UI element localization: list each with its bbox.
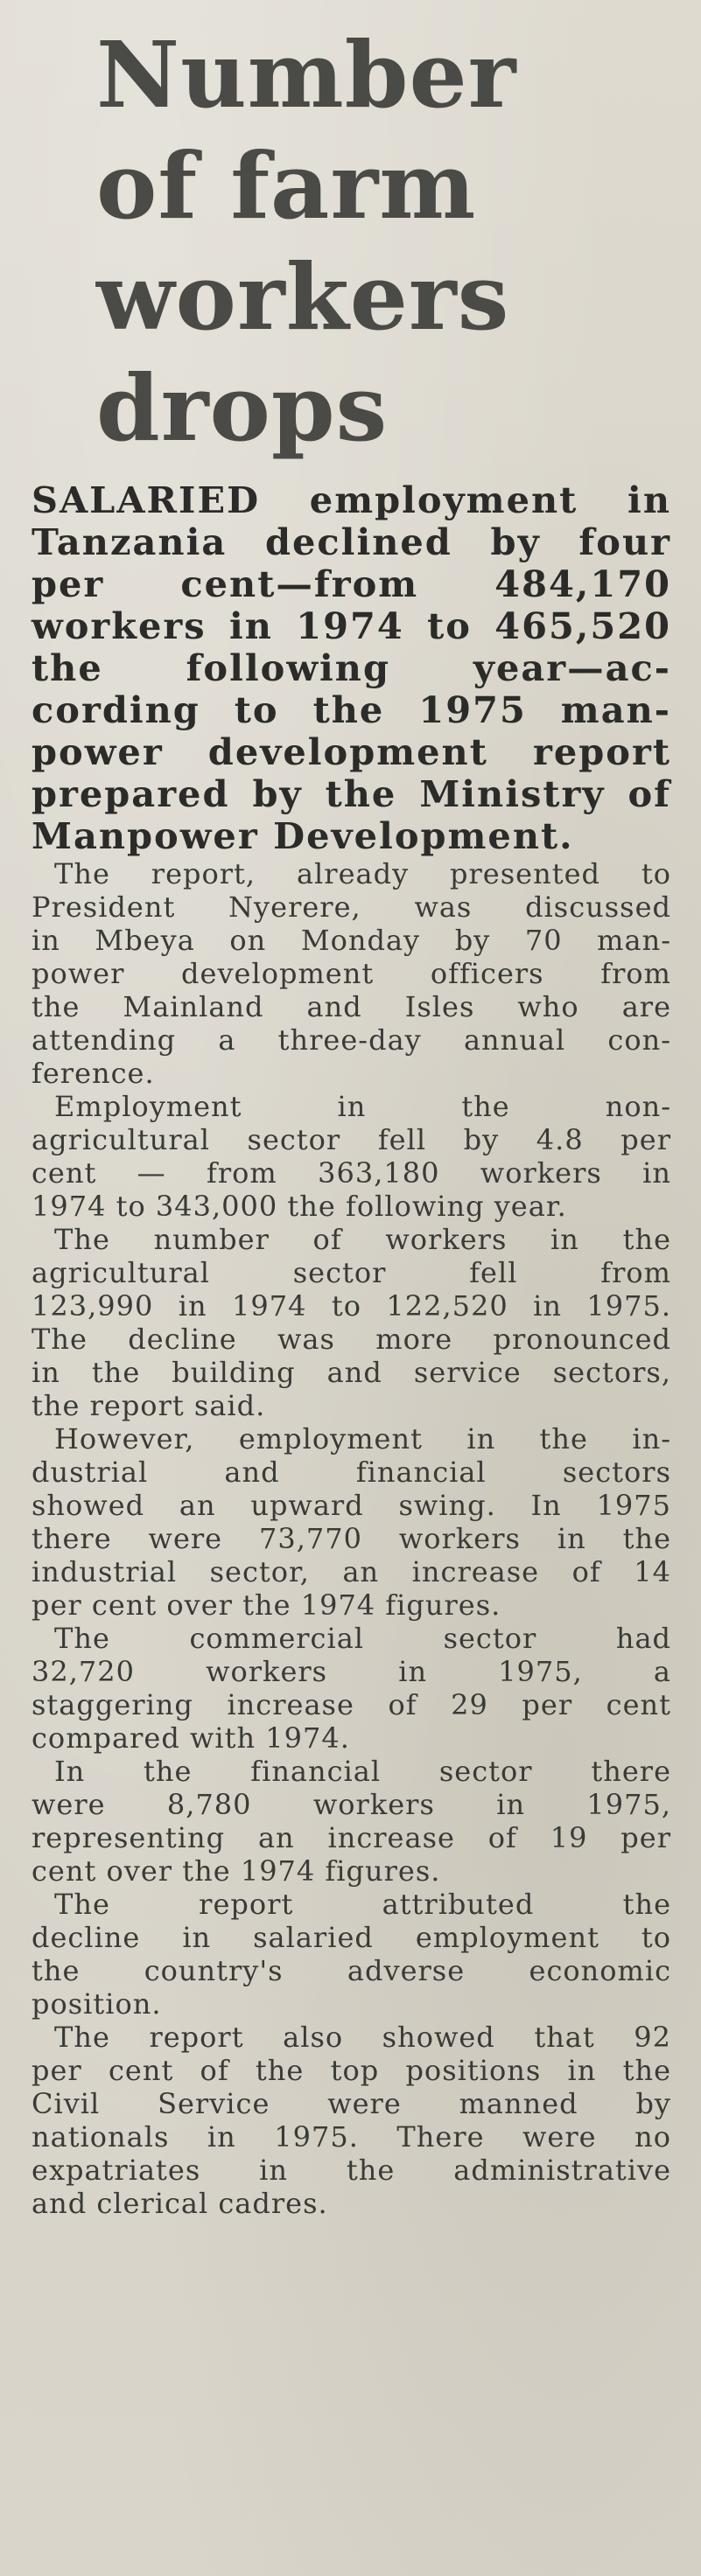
body-line: attending a three-day annual con- [32, 1023, 671, 1057]
headline-line: workers [96, 243, 510, 351]
body-line: 1974 to 343,000 the following year. [32, 1190, 567, 1223]
lede-line: Tanzania declined by four [32, 520, 671, 563]
lede-line: SALARIED employment in [32, 478, 671, 521]
body-line: were 8,780 workers in 1975, [32, 1788, 671, 1821]
body-line: dustrial and financial sectors [32, 1456, 671, 1489]
body-line: compared with 1974. [32, 1721, 350, 1755]
paragraph-civil-service [32, 2021, 671, 2220]
body-line: staggering increase of 29 per cent [32, 1688, 671, 1721]
lede-line: cording to the 1975 man- [32, 688, 671, 731]
body-line: there were 73,770 workers in the [32, 1522, 671, 1555]
body-line: cent over the 1974 figures. [32, 1854, 441, 1888]
body-line: The report attributed the [54, 1888, 671, 1921]
body-line: in the building and service sectors, [32, 1356, 671, 1389]
body-line: The commercial sector had [54, 1622, 671, 1655]
headline [32, 0, 671, 464]
body-line: the country's adverse economic [32, 1954, 671, 1987]
paragraph-financial [32, 1755, 671, 1888]
body-line: showed an upward swing. In 1975 [32, 1489, 671, 1522]
paragraph-industrial [32, 1422, 671, 1622]
body-line: In the financial sector there [54, 1755, 671, 1788]
headline-line: Number [96, 21, 517, 129]
lede-line: power development report [32, 730, 671, 773]
body-line: decline in salaried employment to [32, 1921, 671, 1954]
lede-line: workers in 1974 to 465,520 [32, 604, 671, 647]
article-body [32, 479, 671, 2220]
body-line: in Mbeya on Monday by 70 man- [32, 924, 671, 957]
body-line: per cent of the top positions in the [32, 2054, 671, 2087]
paragraph-non-agricultural [32, 1090, 671, 1223]
body-line: However, employment in the in- [54, 1422, 671, 1456]
body-line: the report said. [32, 1389, 266, 1422]
body-line: and clerical cadres. [32, 2187, 328, 2220]
body-line: 123,990 in 1974 to 122,520 in 1975. [32, 1289, 671, 1323]
body-line: agricultural sector fell from [32, 1256, 671, 1289]
body-line: per cent over the 1974 figures. [32, 1588, 501, 1622]
body-line: President Nyerere, was discussed [32, 890, 671, 924]
body-line: The report also showed that 92 [54, 2021, 671, 2054]
headline-line: drops [96, 354, 389, 462]
body-line: the Mainland and Isles who are [32, 990, 671, 1023]
lede-line: the following year—ac- [32, 646, 671, 689]
lede-line: Manpower Development. [32, 814, 574, 857]
headline-line: of farm [96, 132, 477, 240]
body-line: industrial sector, an increase of 14 [32, 1555, 671, 1588]
lede-line: prepared by the Ministry of [32, 772, 671, 815]
body-line: The decline was more pronounced [32, 1323, 671, 1356]
body-line: representing an increase of 19 per [32, 1821, 671, 1854]
body-line: agricultural sector fell by 4.8 per [32, 1123, 671, 1156]
body-line: 32,720 workers in 1975, a [32, 1655, 671, 1688]
body-line: cent — from 363,180 workers in [32, 1156, 671, 1190]
body-line: The report, already presented to [54, 857, 671, 890]
body-line: power development officers from [32, 957, 671, 990]
paragraph-attributed [32, 1888, 671, 2021]
body-line: Civil Service were manned by [32, 2087, 671, 2120]
lede-paragraph [32, 479, 671, 857]
body-line: nationals in 1975. There were no [32, 2120, 671, 2154]
body-line: ference. [32, 1057, 155, 1090]
body-line: position. [32, 1987, 162, 2021]
paragraph-agricultural [32, 1223, 671, 1422]
paragraph-commercial [32, 1622, 671, 1755]
body-line: expatriates in the administrative [32, 2154, 671, 2187]
paragraph-report-discussed [32, 857, 671, 1090]
lede-line: per cent—from 484,170 [32, 562, 671, 605]
body-line: Employment in the non- [54, 1090, 671, 1123]
body-line: The number of workers in the [54, 1223, 671, 1256]
